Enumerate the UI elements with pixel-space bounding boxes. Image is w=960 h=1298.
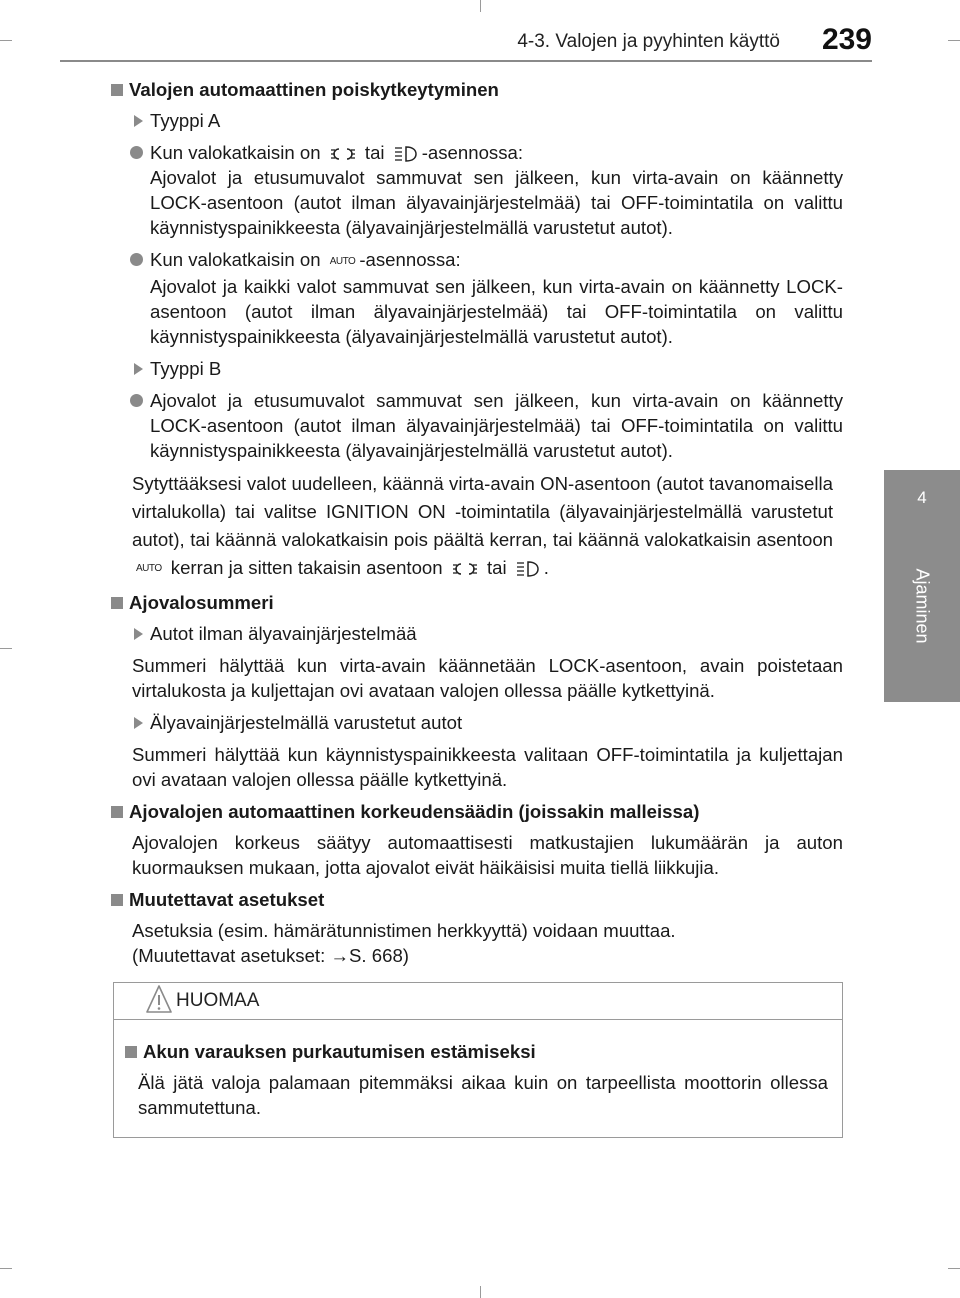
page-header: [60, 20, 872, 62]
section-heading: Valojen automaattinen poiskytkeytyminen: [108, 77, 843, 102]
section-heading: Ajovalosummeri: [108, 590, 843, 615]
square-bullet-icon: [125, 1046, 137, 1058]
crop-mark: [480, 1286, 481, 1298]
paragraph: Summeri hälyttää kun virta-avain käännetään LOCK-asentoon, avain poistetaan virtalukosta ja kuljettajan ovi avataan valojen ollessa päälle kytkettyinä.: [132, 654, 843, 701]
square-bullet-icon: [111, 894, 123, 906]
chapter-label: Ajaminen: [912, 568, 933, 644]
bullet-item: Ajovalot ja etusumuvalot sammuvat sen jälkeen, kun virta-avain on käännetty LOCK-asentoon (autot ilman älyavainjärjestelmää) tai OFF-toimintatila on valittu käynnistyspainikkeesta (älyavainjärjestelmällä varustetut autot).: [108, 388, 843, 463]
type-label: Tyyppi B: [108, 356, 843, 381]
round-bullet-icon: [130, 146, 143, 159]
type-label: Tyyppi A: [108, 108, 843, 133]
crop-mark: [948, 40, 960, 41]
section-heading: Muutettavat asetukset: [108, 887, 843, 912]
headlight-icon: [394, 145, 418, 163]
triangle-arrow-icon: [134, 115, 143, 127]
chapter-number: 4: [917, 488, 927, 507]
notice-body: [114, 1020, 842, 1120]
crop-mark: [480, 0, 481, 12]
auto-light-icon: AUTO: [329, 255, 356, 267]
paragraph: Ajovalojen korkeus säätyy automaattisesti matkustajien lukumäärän ja auton kuormauksen mukaan, jotta ajovalot eivät häikäisisi muita tiellä liikkujia.: [132, 831, 843, 878]
section-title: 4-3. Valojen ja pyyhinten käyttö: [517, 31, 780, 52]
triangle-arrow-icon: [134, 363, 143, 375]
crop-mark: [948, 1268, 960, 1269]
notice-text: Älä jätä valoja palamaan pitemmäksi aikaa kuin on tarpeellista moottorin ollessa sammutettuna.: [138, 1072, 828, 1118]
section-heading: Ajovalojen automaattinen korkeudensäädin (joissakin malleissa): [108, 799, 843, 824]
bullet-item: Kun valokatkaisin on AUTO -asennossa: Ajovalot ja kaikki valot sammuvat sen jälkeen, kun virta-avain on käännetty LOCK-asentoon (autot ilman älyavainjärjestelmää) tai OFF-toimintatila on valittu käynnistyspainikkeesta (älyavainjärjestelmällä varustetut autot).: [108, 247, 843, 349]
square-bullet-icon: [111, 84, 123, 96]
paragraph: Summeri hälyttää kun käynnistyspainikkeesta valitaan OFF-toimintatila ja kuljettajan ovi avataan valojen ollessa päälle kytkettyinä.: [132, 743, 843, 790]
headlight-icon: [516, 560, 540, 578]
warning-triangle-icon: [146, 984, 172, 1014]
triangle-arrow-icon: [134, 717, 143, 729]
notice-header: [114, 983, 842, 1020]
type-label: Älyavainjärjestelmällä varustetut autot: [108, 710, 843, 735]
square-bullet-icon: [111, 806, 123, 818]
notice-heading: Akun varauksen purkautumisen estämiseksi: [122, 1039, 828, 1064]
auto-light-icon: AUTO: [136, 562, 162, 574]
parking-light-icon: [452, 561, 478, 577]
type-label: Autot ilman älyavainjärjestelmää: [108, 621, 843, 646]
crop-mark: [0, 1268, 12, 1269]
round-bullet-icon: [130, 394, 143, 407]
notice-title: HUOMAA: [176, 990, 260, 1011]
square-bullet-icon: [111, 597, 123, 609]
paragraph: Asetuksia (esim. hämärätunnistimen herkkyyttä) voidaan muuttaa. (Muutettavat asetukset: →S. 668): [132, 919, 676, 966]
crop-mark: [0, 40, 12, 41]
round-bullet-icon: [130, 253, 143, 266]
main-content: [108, 74, 843, 968]
chapter-tab: [884, 470, 960, 702]
parking-light-icon: [330, 146, 356, 162]
notice-box: [113, 982, 843, 1138]
crop-mark: [0, 648, 12, 649]
triangle-arrow-icon: [134, 628, 143, 640]
paragraph: Sytyttääksesi valot uudelleen, käännä virta-avain ON-asentoon (autot tavanomaisella virtalukolla) tai valitse IGNITION ON -toimintatila (älyavainjärjestelmällä varustetut autot), tai käännä valokatkaisin pois päältä kerran, tai käännä valokatkaisin asentoon AUTO kerran ja sitten takaisin asentoon tai .: [108, 470, 833, 583]
bullet-item: Kun valokatkaisin on tai -asennossa: Ajovalot ja etusumuvalot sammuvat sen jälkeen, kun virta-avain on käännetty LOCK-asentoon (autot ilman älyavainjärjestelmää) tai OFF-toimintatila on valittu käynnistyspainikkeesta (älyavainjärjestelmällä varustetut autot).: [108, 140, 843, 240]
page-reference: (Muutettavat asetukset: →S. 668): [132, 944, 409, 966]
page-number: 239: [821, 23, 872, 56]
